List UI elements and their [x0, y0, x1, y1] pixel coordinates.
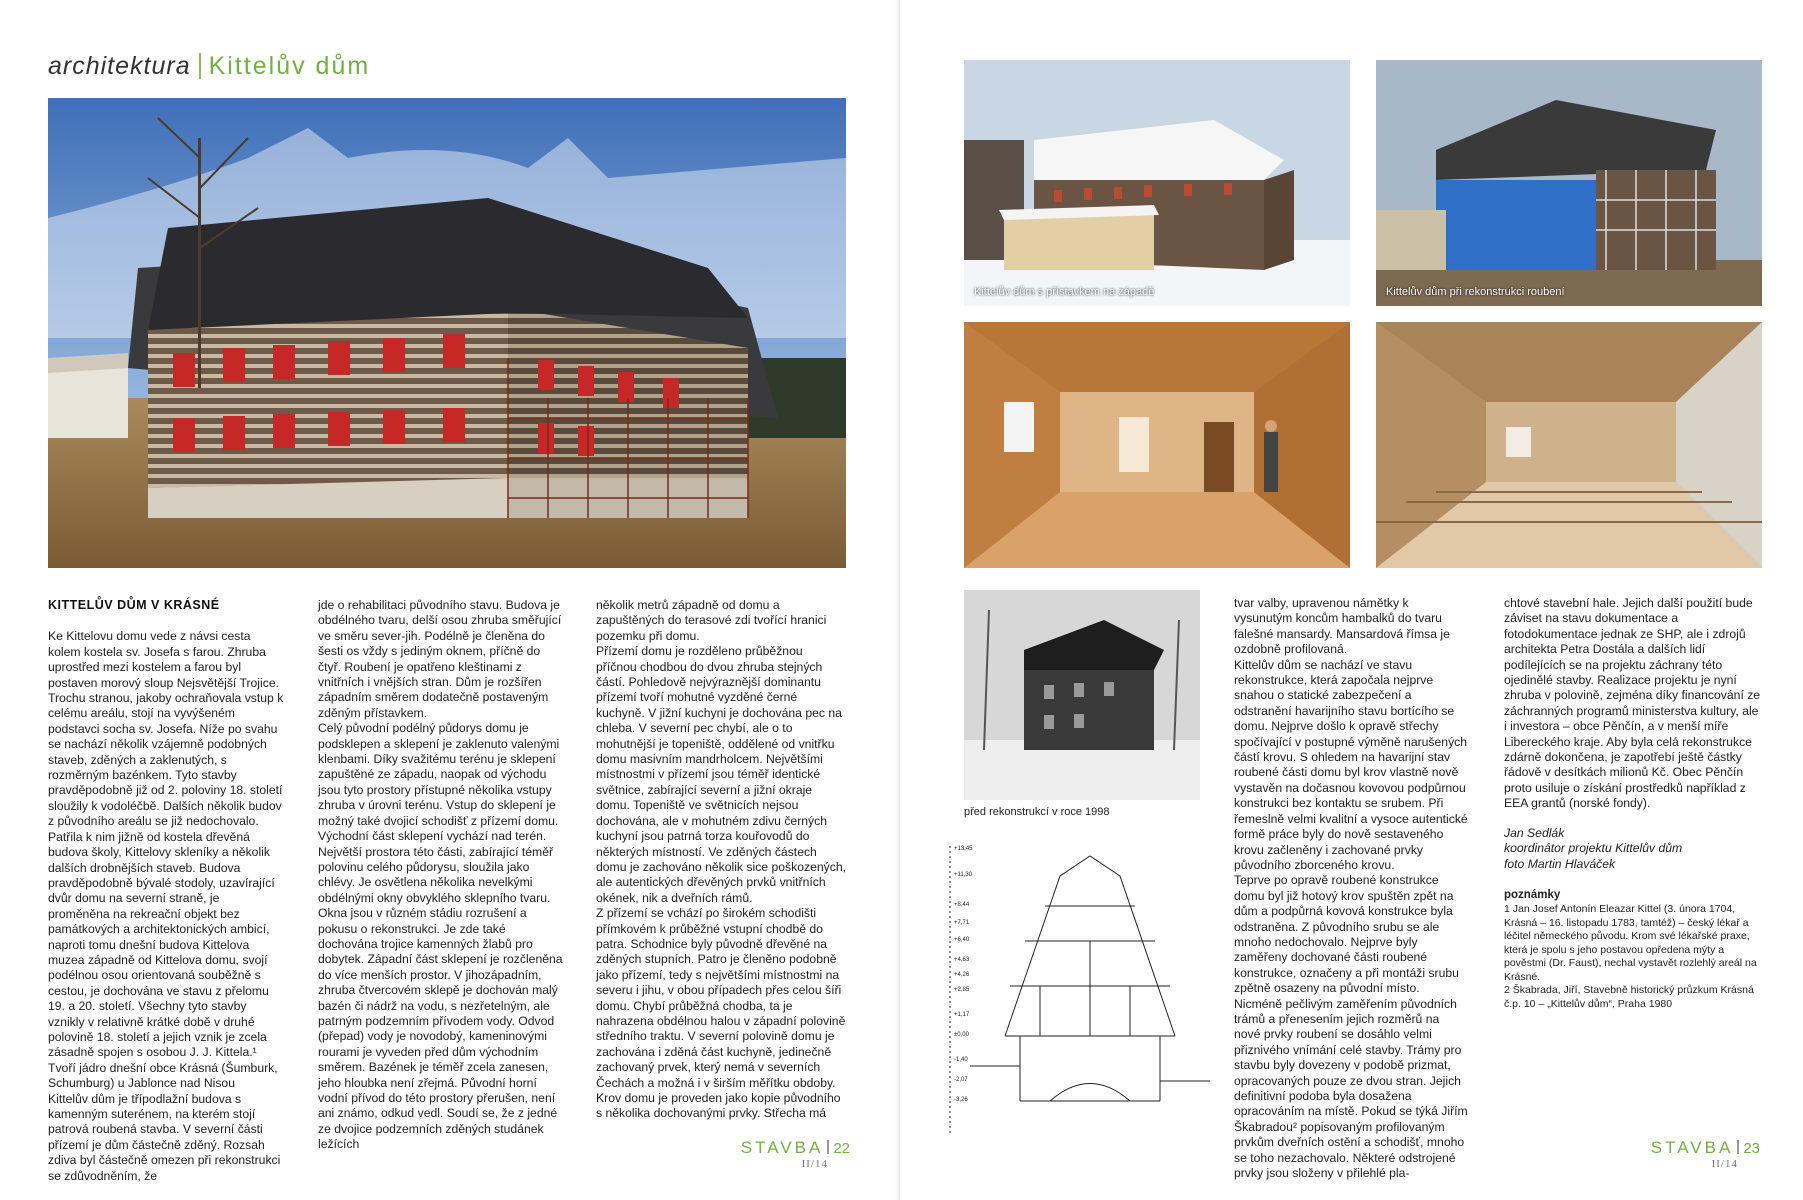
photo-caption: před rekonstrukcí v roce 1998 — [964, 806, 1110, 818]
footer-divider — [1737, 1140, 1739, 1154]
building-section-drawing — [930, 836, 1220, 1146]
magazine-name: STAVBA — [1650, 1138, 1734, 1157]
level-label: +1,17 — [954, 1012, 970, 1018]
right-page — [900, 0, 1803, 1200]
house-exterior-image — [48, 98, 846, 568]
article-column-1 — [48, 598, 284, 1184]
paragraph: Z přízemí se vchází po širokém schodišti přímkovém k průběžné vstupní chodbě do patra. Schodnice byly původně dřevěné na zděných stupních. Patro je členěno podobně jako přízemí, tedy s největšími místnostmi na severu i jihu, v obou případech přes celou šíři domu. Chybí průběžná chodba, ta je nahrazena obdélnou halou v západní polovině středního traktu. V severní polovině domu je zachována i zděná část kuchyně, jedinečně zachovaný prvek, který nemá v severních Čechách a možná i v širším měřítku obdoby. — [596, 906, 846, 1090]
photo-winter-house — [964, 60, 1350, 306]
left-page — [0, 0, 900, 1200]
footer-divider — [827, 1140, 829, 1154]
interior-hall-image — [964, 322, 1350, 568]
paragraph: chtové stavební hale. Jejich další použití bude záviset na stavu dokumentace a fotodokumentace jednak ze SHP, ale i zdrojů architekta Petra Dostála a dalších lidí podílejících se na projektu záchrany této ojedinělé stavby. Realizace projektu je nyní zhruba v polovině, zejména díky financování ze záchranných programů ministerstva kultury, ale i investora – obce Pěnčín, a v menší míře Libereckého kraje. Aby byla celá rekonstrukce zdárně dokončena, je zapotřebí ještě částky řádově v desítkách milionů Kč. Obec Pěnčín proto usiluje o získání prostředků například z EEA grantů (norské fondy). — [1504, 596, 1761, 811]
section-label: architektura — [48, 52, 191, 80]
paragraph: jde o rehabilitaci původního stavu. Budova je obdélného tvaru, delší osou zhruba směřující ve směru sever-jih. Podélně je členěna do šesti os vždy s jediným oknem, příčně do čtyř. Roubení je opatřeno kleštinami z vnitřních i vnějších stran. Dům je rozšířen západním směrem dodatečně postaveným zděným přístavkem. — [318, 598, 562, 720]
page-footer-left — [700, 1138, 850, 1170]
paragraph: tvar valby, upravenou námětky k vysunutým koncům hambalků do tvaru falešné mansardy. Mansardová římsa je ozdobně profilovaná. — [1234, 596, 1450, 657]
paragraph: několik metrů západně od domu a zapuštěných do terasové zdi tvořící hranici pozemku při domu. — [596, 598, 827, 643]
level-label: +7,71 — [954, 920, 970, 926]
issue-number: II/14 — [801, 1158, 828, 1170]
article-column-3 — [596, 598, 846, 1122]
interior-room-image — [1376, 322, 1762, 568]
article-title: KITTELŮV DŮM V KRÁSNÉ — [48, 598, 220, 612]
photo-caption: Kittelův dům při rekonstrukci roubení — [1386, 286, 1565, 298]
level-label: +8,44 — [954, 902, 970, 908]
paragraph: Kittelův dům je třípodlažní budova s kamenným suterénem, na kterém stojí patrová roubená stavba. V severní části přízemí je dům částečně zděný. Rozsah zdiva byl částečně omezen při rekonstrukci se zdůvodněním, že — [48, 1091, 281, 1183]
photo-before-1998 — [964, 590, 1200, 800]
paragraph: Přízemí domu je rozděleno průběžnou příčnou chodbou do dvou zhruba stejných částí. Pohledově nejvýraznější dominantu přízemí tvoří mohutné vyzděné černé kuchyně. V jižní kuchyni je dochována pec na chleba. V severní pec chybí, ale o to mohutnější je topeniště, oddělené od vnitřku domu masivním mandrholcem. Největšími místnostmi v přízemí jsou téměř identické světnice, zabírající severní a jižní okraje domu. Topeniště ve světnicích nejsou dochována, ale v mohutném zdivu černých kuchyní jsou patrná torza kouřovodů do některých místností. Ve zděných částech domu je zachováno několik sice poškozených, ale autentických dřevěných prvků vnitřních okének, nik a dveřních rámů. — [596, 644, 846, 905]
level-label: -3,26 — [954, 1097, 968, 1103]
level-label: +11,30 — [954, 872, 973, 878]
page-number: 23 — [1743, 1140, 1760, 1157]
magazine-name: STAVBA — [740, 1138, 824, 1157]
footnote: 2 Škabrada, Jiří, Stavebně historický průzkum Krásná č.p. 10 – „Kittelův dům“, Praha 1980 — [1504, 984, 1754, 1010]
paragraph: Teprve po opravě roubené konstrukce domu byl již hotový krov spuštěn zpět na dům a podpůrná kovová konstrukce byla odstraněna. Z původního srubu se ale mnoho nedochovalo. Nejprve byly zaměřeny dochované části roubené konstrukce, označeny a při montáži srubu zpětně osazeny na původní místo. Nicméně pečlivým zaměřením původních trámů a přenesením jejich rozměrů na nové prvky roubení se dosáhlo velmi přiznivého vnímání celé stavby. Trámy pro stavbu byly dovezeny v podobě prizmat, opracovaných pouze ze dvou stran. Jejich definitivní podoba byla dosažena opracováním na místě. Pokud se týká Jiřím Škabradou² popisovaným profilovaným prvkům dveřních ostění a schodišť, mnoho se toho nezachovalo. Některé odstrojené prvky jsou složeny v přilehlé pla- — [1234, 873, 1468, 1181]
page-number: 22 — [833, 1140, 850, 1157]
level-label: +4,63 — [954, 957, 970, 963]
notes-heading: poznámky — [1504, 888, 1561, 901]
author-role: koordinátor projektu Kittelův dům — [1504, 841, 1683, 856]
level-label: +13,45 — [954, 846, 973, 852]
level-label: +4,26 — [954, 972, 970, 978]
page-footer-right — [1600, 1138, 1760, 1170]
issue-number: II/14 — [1711, 1158, 1738, 1170]
article-column-5 — [1504, 596, 1762, 1011]
winter-house-image — [964, 60, 1350, 306]
author-name: Jan Sedlák — [1504, 825, 1565, 840]
reconstruction-image — [1376, 60, 1762, 306]
photo-interior-2 — [1376, 322, 1762, 568]
article-column-2 — [318, 598, 564, 1153]
photo-reconstruction — [1376, 60, 1762, 306]
photo-credit: foto Martin Hlaváček — [1504, 856, 1616, 871]
section-header — [48, 52, 370, 81]
level-label: -1,40 — [954, 1057, 968, 1063]
level-label: -2,07 — [954, 1077, 968, 1083]
level-label: +6,40 — [954, 937, 970, 943]
paragraph: Celý původní podélný půdorys domu je podsklepen a sklepení je zaklenuto valenými klenbami. Díky svažitému terénu je sklepení zapuštěné ze západu, naopak od východu jsou tyto prostory přístupné několika vstupy zhruba v úrovni terénu. Vstup do sklepení je možný také dvojicí schodišť z přízemí domu. Východní část sklepení vychází nad terén. Největší prostora této části, zabírající téměř polovinu celého půdorysu, sloužila jako chlévy. Je osvětlena několika nevelkými obdélnými okny obvyklého sklepního tvaru. Okna jsou v různém stádiu rozrušení a pokusu o rekonstrukci. Je zde také dochována trojice kamenných žlabů pro dobytek. Západní část sklepení je rozčleněna do více menších prostor. V jihozápadním, zhruba čtvercovém sklepě je dochován malý bazén či nádrž na vodu, s nezřetelným, ale patrným podzemním přívodem vody. Odvod (přepad) vody je novodobý, kameninovými rourami je vyveden před dům východním směrem. Bazének je téměř zcela zanesen, jeho hloubka není zřejmá. Původní horní vodní přívod do této prostory přerušen, není ani známo, odkud vedl. Soudí se, že z jedné ze dvojice podzemních zděných studánek ležících — [318, 721, 563, 1152]
header-divider — [199, 53, 201, 79]
footnote: 1 Jan Josef Antonín Eleazar Kittel (3. února 1704, Krásná – 16. listopadu 1783, tamtéž) – český lékař a léčitel německého původu. Krom své lékařské praxe, která je spolu s jeho postavou opředena mýty a pověstmi (Dr. Faust), nechal vystavět rozlehlý areál na Krásné. — [1504, 903, 1757, 983]
photo-caption: Kittelův dům s přístavkem na západě — [974, 286, 1155, 298]
paragraph: Ke Kittelovu domu vede z návsi cesta kolem kostela sv. Josefa s farou. Zhruba uprostřed mezi kostelem a farou byl postaven morový sloup Nejsvětější Trojice. Trochu stranou, jakoby ochraňovala vstup k celému areálu, stojí na vyvýšeném podstavci socha sv. Josefa. Níže po svahu se nachází několik vzájemně podobných staveb, zděných a zaklenutých, s rozměrným bazénkem. Tyto stavby pravděpodobně již od 2. poloviny 18. století sloužily k vodoléčbě. Dalších několik budov z původního areálu se již nedochovalo. Patřila k nim jižně od kostela dřevěná budova školy, Kittelovy skleníky a několik dalších drobnějších staveb. Budova pravděpodobně bývalé stodoly, uzavírající dvůr domu na severní straně, je proměněna na rekreační objekt bez památkových a architektonických ambicí, naproti tomu dnešní budova Kittelova muzea západně od Kittelova domu, svojí podélnou osou orientovaná souběžně s cestou, je dochována ve stavu z přelomu 19. a 20. století. Všechny tyto stavby vznikly v relativně krátké době v druhé polovině 18. století a jejich vznik je zcela zásadně spojen s osobou J. J. Kittela.¹ Tvoří jádro dnešní obce Krásná (Šumburk, Schumburg) u Jablonce nad Nisou — [48, 629, 284, 1091]
paragraph: Krov domu je proveden jako kopie původního s několika dochovanými prvky. Střecha má — [596, 1091, 841, 1121]
main-house-photo — [48, 98, 846, 568]
paragraph: Kittelův dům se nachází ve stavu rekonstrukce, která započala nejprve snahou o statické zabezpečení a odstranění havarijního stavu bortícího se domu. Nejprve došlo k opravě střechy spočívající v postupné výměně narušených částí krovu. S ohledem na havarijní stav roubené části domu byl krov vlastně nově vystavěn na dočasnou kovovou podpůrnou konstrukci bez kontaktu se srubem. Při řemeslně velmi kvalitní a vysoce autentické formě práce byly do nově sestaveného krovu začleněny i zachované prvky původního zborceného krovu. — [1234, 657, 1468, 872]
level-label: ±0,00 — [954, 1032, 969, 1038]
photo-interior-1 — [964, 322, 1350, 568]
section-drawing — [930, 836, 1220, 1146]
article-column-4 — [1234, 596, 1468, 1181]
bw-house-image — [964, 590, 1200, 800]
article-header-title: Kittelův dům — [208, 52, 371, 80]
level-label: +2,85 — [954, 987, 970, 993]
